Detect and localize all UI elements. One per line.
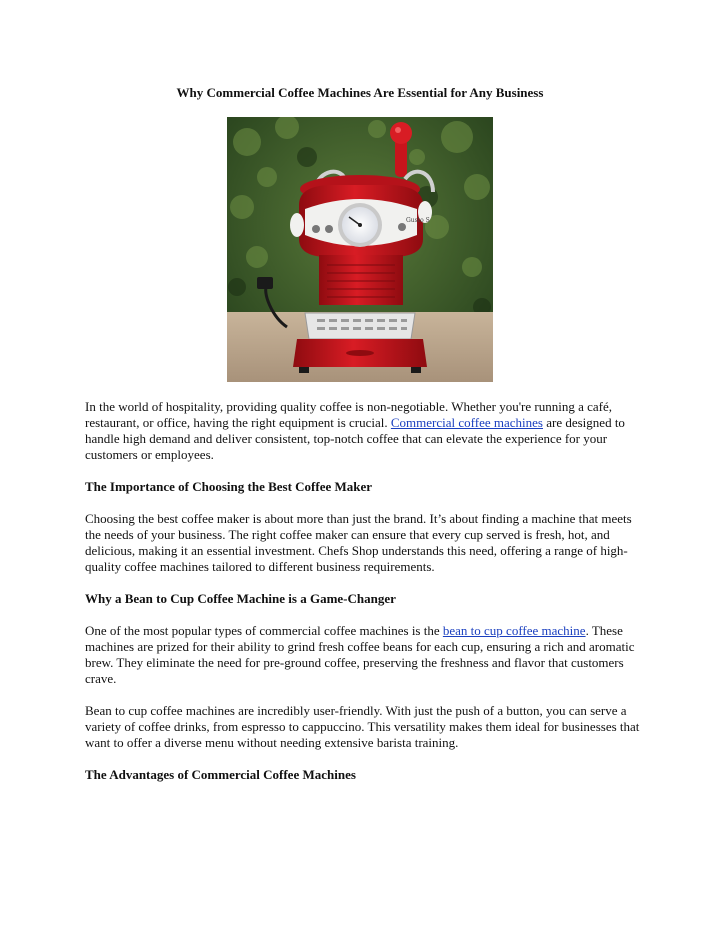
section-heading-importance: The Importance of Choosing the Best Coffee Maker — [85, 479, 373, 494]
bean-text-before-link: One of the most popular types of commercial coffee machines is the — [85, 623, 443, 638]
bean-to-cup-coffee-machine-link[interactable]: bean to cup coffee machine — [442, 623, 586, 638]
espresso-machine-photo — [227, 117, 493, 382]
section-paragraph-bean-to-cup-1 — [85, 623, 645, 687]
brand-mark: Gusto S — [406, 217, 430, 224]
section-paragraph-importance: Choosing the best coffee maker is about more than just the brand. It’s about finding a machine that meets the needs of your business. The right coffee maker can ensure that every cup served is fresh, hot, and delicious, making it an essential investment. Chefs Shop understands this need, offering a range of high-quality coffee machines tailored to different business requirements. — [85, 511, 632, 574]
espresso-machine-icon — [227, 117, 493, 382]
section-heading-bean-to-cup: Why a Bean to Cup Coffee Machine is a Game-Changer — [85, 591, 396, 606]
intro-paragraph — [85, 399, 645, 463]
section-paragraph-bean-to-cup-2: Bean to cup coffee machines are incredibly user-friendly. With just the push of a button, you can serve a variety of coffee drinks, from espresso to cappuccino. This versatility makes them ideal for businesses that want to offer a diverse menu without needing extensive barista training. — [85, 703, 640, 750]
section-heading-advantages: The Advantages of Commercial Coffee Machines — [85, 767, 356, 782]
document-title: Why Commercial Coffee Machines Are Essential for Any Business — [176, 85, 544, 100]
document-body — [85, 399, 645, 799]
intro-text-before-link: In the world of hospitality, providing quality coffee is non-negotiable. Whether you're running a café, restaurant, or office, having the right equipment is crucial. — [85, 399, 613, 430]
commercial-coffee-machines-link[interactable]: Commercial coffee machines — [390, 415, 543, 430]
intro-text-after-link: are designed to handle high demand and deliver consistent, top-notch coffee that can elevate the experience for your customers or employees. — [85, 415, 625, 462]
bean-text-after-link: . These machines are prized for their ability to grind fresh coffee beans for each cup, ensuring a rich and aromatic brew. They eliminate the need for pre-ground coffee, preserving the freshness and flavor that customers crave. — [85, 623, 635, 686]
